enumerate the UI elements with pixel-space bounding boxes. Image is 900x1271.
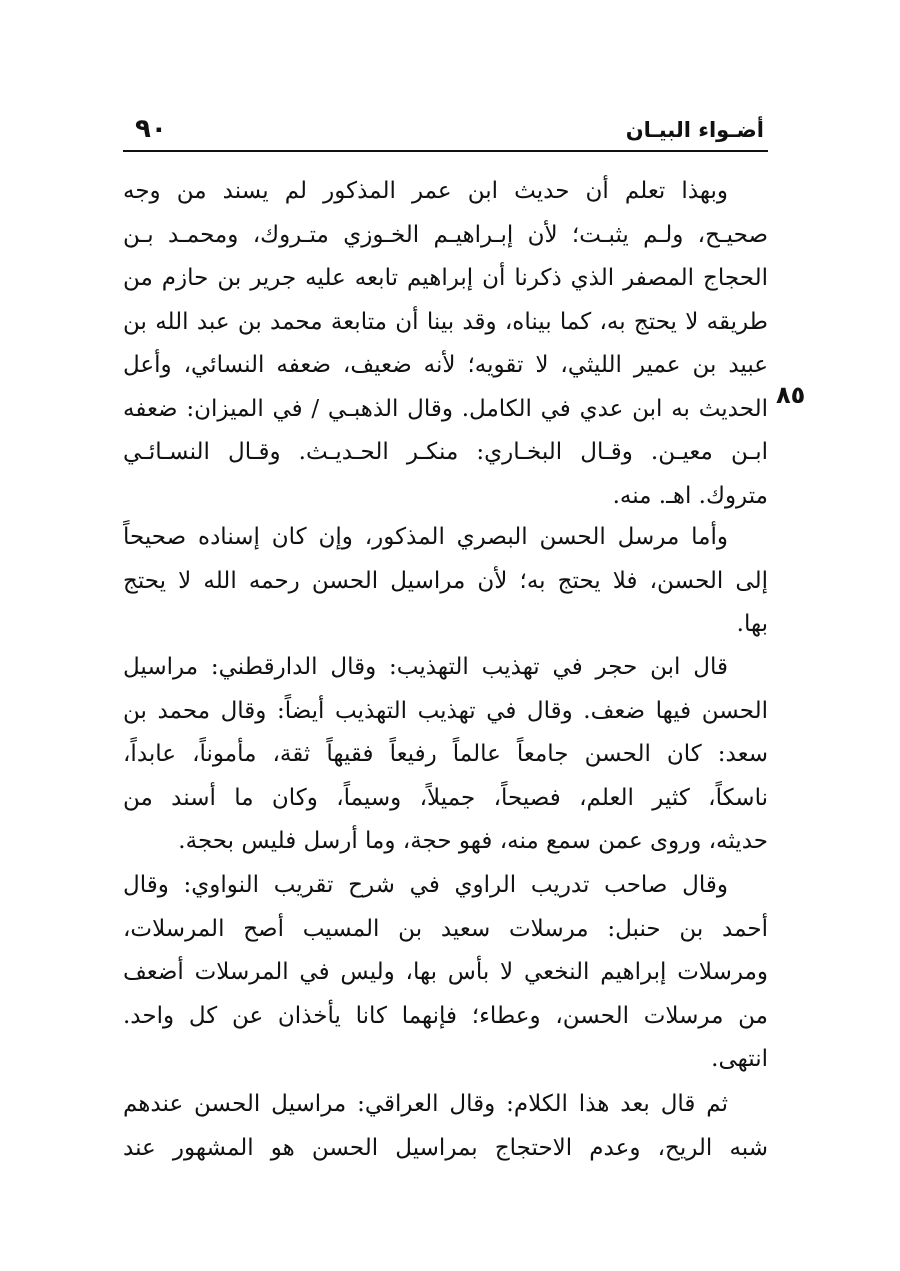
text-line: متروك. اهـ. منه. [612, 482, 768, 509]
text-line: انتهى. [711, 1046, 768, 1072]
text-line: عبيد بن عمير الليثي، لا تقويه؛ لأنه ضعيف، ضعفه النسائي، وأعل [123, 352, 768, 378]
running-header [123, 112, 768, 152]
text-line: وقال صاحب تدريب الراوي في شرح تقريب النواوي: وقال [123, 872, 728, 898]
book-title: أضـواء البيـان [625, 118, 764, 142]
text-line: صحيـح، ولـم يثبـت؛ لأن إبـراهيـم الخـوزي متـروك، ومحمـد بـن [123, 221, 768, 248]
text-line: بها. [736, 611, 768, 637]
paragraph-3 [123, 646, 768, 864]
text-line: ابـن معيـن. وقـال البخـاري: منكـر الحـديـث. وقـال النسـائـي [123, 439, 768, 465]
margin-page-reference: ٨٥ [776, 381, 806, 409]
text-line: ومرسلات إبراهيم النخعي لا بأس بها، وليس في المرسلات أضعف [123, 959, 768, 985]
text-line: حديثه، وروى عمن سمع منه، فهو حجة، وما أرسل فليس بحجة. [178, 828, 768, 854]
text-line: الحجاج المصفر الذي ذكرنا أن إبراهيم تابعه عليه جرير بن حازم من [123, 265, 768, 291]
text-line: شبه الريح، وعدم الاحتجاج بمراسيل الحسن هو المشهور عند [123, 1134, 768, 1161]
text-line: قال ابن حجر في تهذيب التهذيب: وقال الدارقطني: مراسيل [123, 654, 728, 680]
text-line: أحمد بن حنبل: مرسلات سعيد بن المسيب أصح المرسلات، [123, 915, 768, 942]
text-line: وأما مرسل الحسن البصري المذكور، وإن كان إسناده صحيحاً [123, 524, 728, 550]
paragraph-5 [123, 1083, 768, 1170]
text-line: الحسن فيها ضعف. وقال في تهذيب التهذيب أيضاً: وقال محمد بن [123, 697, 768, 724]
text-line: طريقه لا يحتج به، كما بيناه، وقد بينا أن متابعة محمد بن عبد الله بن [123, 308, 768, 335]
text-line: إلى الحسن، فلا يحتج به؛ لأن مراسيل الحسن رحمه الله لا يحتج [123, 567, 768, 594]
text-line: وبهذا تعلم أن حديث ابن عمر المذكور لم يسند من وجه [123, 178, 728, 204]
text-line: سعد: كان الحسن جامعاً عالماً رفيعاً فقيهاً ثقة، مأموناً، عابداً، [123, 741, 768, 767]
text-line: من مرسلات الحسن، وعطاء؛ فإنهما كانا يأخذان عن كل واحد. [123, 1002, 768, 1029]
paragraph-4 [123, 864, 768, 1082]
text-line: الحديث به ابن عدي في الكامل. وقال الذهبـي / في الميزان: ضعفه [123, 395, 768, 422]
text-line: ناسكاً، كثير العلم، فصيحاً، جميلاً، وسيماً، وكان ما أسند من [123, 784, 768, 811]
paragraph-2 [123, 516, 768, 647]
paragraph-1 [123, 170, 768, 518]
page-number: ٩٠ [135, 114, 167, 144]
text-line: ثم قال بعد هذا الكلام: وقال العراقي: مراسيل الحسن عندهم [123, 1091, 728, 1117]
